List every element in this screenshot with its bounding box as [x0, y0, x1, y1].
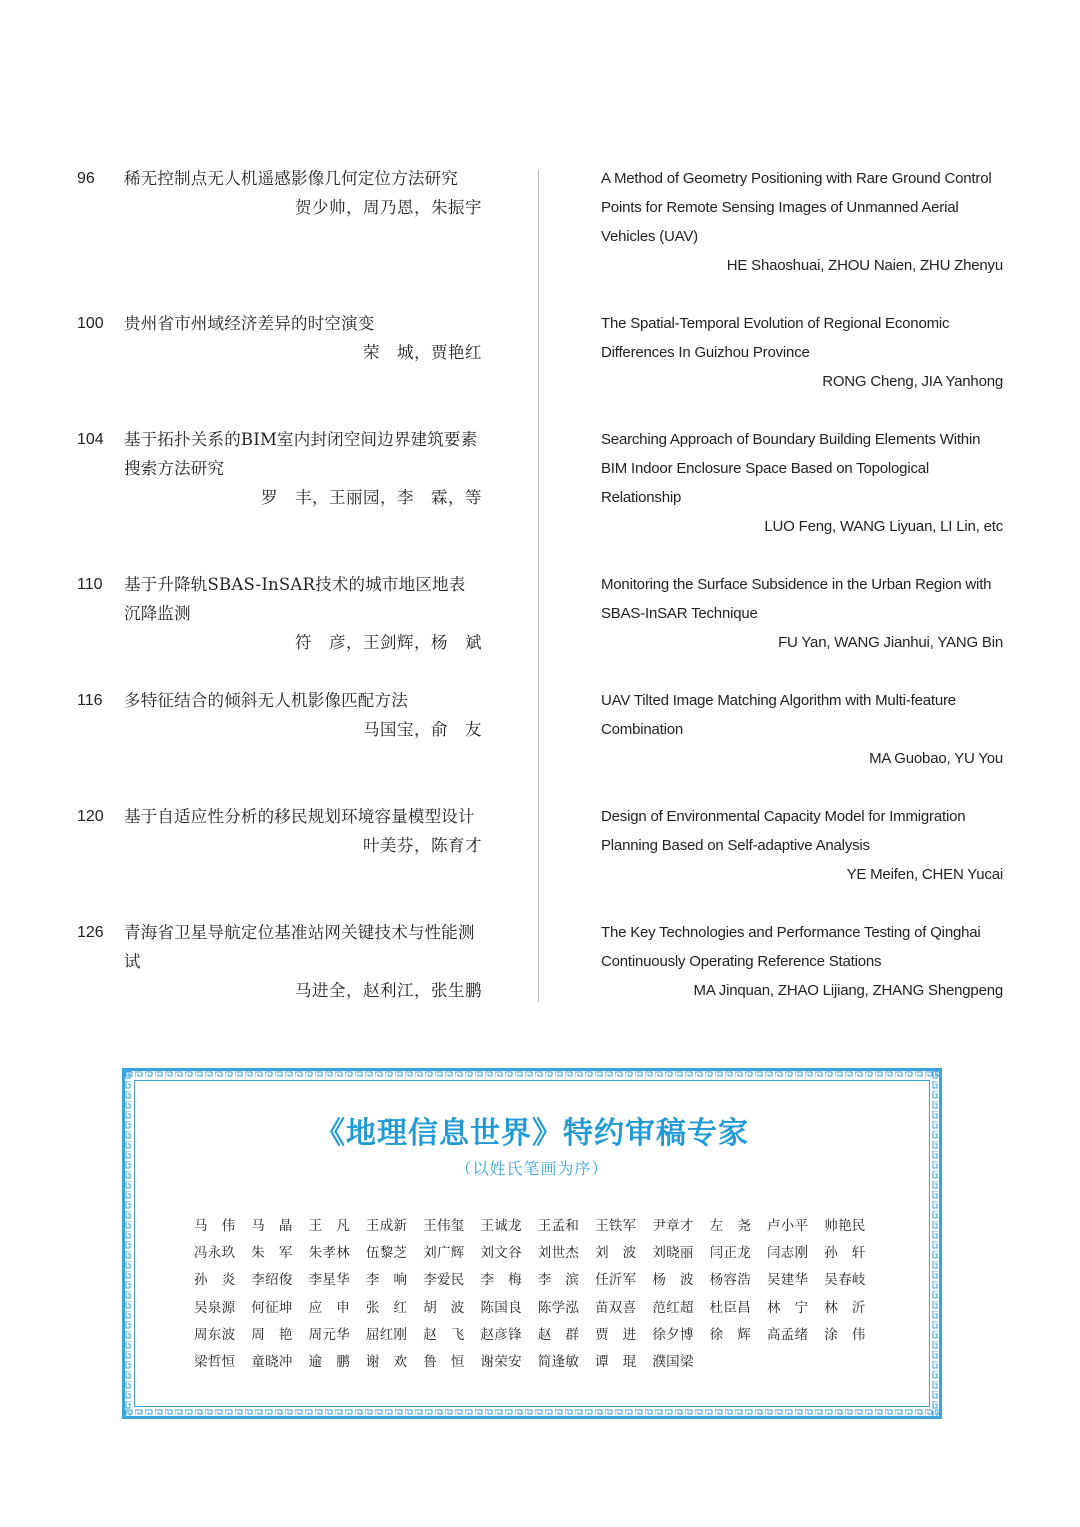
expert-name: 林 宁 — [766, 1299, 809, 1316]
page-number: 96 — [77, 170, 95, 187]
cn-article — [124, 686, 482, 744]
cn-authors: 贺少帅，周乃恩，朱振宇 — [295, 198, 482, 217]
expert-name: 王成新 — [365, 1218, 408, 1234]
expert-name: 吴建华 — [766, 1272, 809, 1289]
en-title: The Spatial-Temporal Evolution of Regional Economic Differences In Guizhou Province — [601, 315, 950, 361]
expert-name: 孙 炎 — [194, 1272, 236, 1289]
expert-name: 屈红刚 — [365, 1326, 408, 1343]
expert-name: 谢 欢 — [365, 1354, 408, 1371]
cn-article — [124, 918, 482, 1005]
expert-name: 杨 波 — [652, 1272, 694, 1289]
expert-name: 李绍俊 — [251, 1272, 293, 1289]
column-divider — [538, 170, 539, 1002]
expert-name: 马 伟 — [194, 1218, 236, 1234]
expert-name: 周元华 — [308, 1326, 350, 1343]
expert-name: 陈学泓 — [537, 1299, 580, 1316]
expert-name: 闫志刚 — [766, 1245, 809, 1262]
expert-name: 何征坤 — [251, 1299, 293, 1316]
page-number: 126 — [77, 924, 104, 941]
expert-name: 徐夕博 — [652, 1326, 694, 1343]
expert-name: 杜臣昌 — [709, 1299, 752, 1316]
en-article — [601, 686, 1003, 773]
expert-name: 李 响 — [365, 1272, 408, 1289]
cn-article — [124, 802, 482, 860]
expert-name: 高孟绪 — [766, 1326, 809, 1343]
cn-authors: 符 彦，王剑辉，杨 斌 — [295, 633, 482, 652]
en-title: UAV Tilted Image Matching Algorithm with Multi-feature Combination — [601, 692, 956, 738]
en-authors: MA Jinquan, ZHAO Lijiang, ZHANG Shengpeng — [693, 982, 1003, 999]
experts-title: 《地理信息世界》特约审稿专家 — [315, 1116, 749, 1151]
expert-name: 谭 琨 — [595, 1354, 637, 1371]
cn-article — [124, 570, 482, 657]
expert-name: 王 凡 — [308, 1218, 350, 1234]
page-number: 116 — [77, 692, 103, 709]
expert-name: 李 滨 — [537, 1272, 580, 1289]
expert-name: 王铁军 — [595, 1218, 637, 1234]
experts-subtitle: （以姓氏笔画为序） — [455, 1159, 609, 1178]
expert-name: 刘世杰 — [537, 1245, 580, 1262]
expert-name: 张 红 — [365, 1299, 408, 1316]
cn-authors: 叶美芬，陈育才 — [363, 836, 482, 855]
expert-name: 谢荣安 — [480, 1354, 522, 1371]
expert-name: 孙 轩 — [824, 1245, 866, 1262]
page-number: 100 — [77, 315, 104, 332]
en-authors: LUO Feng, WANG Liyuan, LI Lin, etc — [764, 518, 1003, 535]
en-title: Design of Environmental Capacity Model for Immigration Planning Based on Self-adaptive Analysis — [601, 808, 966, 854]
expert-name: 左 尧 — [709, 1218, 752, 1234]
expert-name: 王诚龙 — [480, 1218, 522, 1234]
cn-authors: 马国宝，俞 友 — [363, 720, 482, 739]
expert-name: 帅艳民 — [824, 1218, 866, 1234]
en-title: A Method of Geometry Positioning with Rare Ground Control Points for Remote Sensing Images of Unmanned Aerial Vehicles (UAV) — [601, 170, 992, 245]
expert-name: 赵彦锋 — [480, 1326, 522, 1343]
fret-pattern-top — [125, 1071, 939, 1078]
expert-name: 贾 进 — [595, 1326, 637, 1343]
cn-title: 基于自适应性分析的移民规划环境容量模型设计 — [124, 807, 475, 826]
expert-name: 陈国良 — [480, 1299, 522, 1316]
en-authors: FU Yan, WANG Jianhui, YANG Bin — [778, 634, 1003, 651]
cn-authors: 马进全，赵利江，张生鹏 — [295, 981, 482, 1000]
page-number: 104 — [77, 431, 104, 448]
en-article — [601, 918, 1003, 1005]
cn-article — [124, 309, 482, 367]
expert-name: 卢小平 — [766, 1218, 809, 1234]
expert-name: 胡 波 — [423, 1299, 465, 1316]
expert-name: 伍黎芝 — [365, 1245, 408, 1262]
expert-name: 刘晓丽 — [652, 1245, 694, 1262]
expert-name: 李 梅 — [480, 1272, 522, 1289]
expert-name: 周 艳 — [251, 1326, 293, 1343]
cn-title: 青海省卫星导航定位基准站网关键技术与性能测试 — [124, 923, 475, 971]
expert-name: 濮国梁 — [652, 1354, 694, 1371]
cn-title: 多特征结合的倾斜无人机影像匹配方法 — [124, 691, 408, 710]
expert-name: 范红超 — [652, 1299, 694, 1316]
expert-name: 林 沂 — [824, 1299, 866, 1316]
expert-name: 任沂军 — [595, 1272, 637, 1289]
page-number: 120 — [77, 808, 104, 825]
en-title: The Key Technologies and Performance Testing of Qinghai Continuously Operating Reference Stations — [601, 924, 981, 970]
expert-name: 吴春岐 — [824, 1272, 866, 1289]
cn-article — [124, 425, 482, 512]
expert-name: 童晓冲 — [251, 1354, 293, 1371]
en-article — [601, 802, 1003, 889]
expert-name: 朱孝林 — [308, 1245, 350, 1262]
expert-name: 刘文谷 — [480, 1245, 522, 1262]
expert-name: 吴泉源 — [194, 1299, 236, 1316]
expert-name: 李爱民 — [423, 1272, 465, 1289]
expert-name: 梁哲恒 — [194, 1354, 236, 1371]
expert-name: 王孟和 — [537, 1218, 580, 1234]
expert-name: 赵 飞 — [423, 1326, 465, 1343]
en-article — [601, 425, 1003, 541]
expert-name: 涂 伟 — [824, 1326, 866, 1343]
en-authors: MA Guobao, YU You — [869, 750, 1003, 767]
cn-title: 稀无控制点无人机遥感影像几何定位方法研究 — [124, 169, 458, 188]
cn-authors: 荣 城，贾艳红 — [363, 343, 482, 362]
expert-name: 冯永玖 — [194, 1245, 236, 1262]
cn-article — [124, 164, 482, 222]
cn-title: 基于升降轨SBAS-InSAR技术的城市地区地表沉降监测 — [124, 575, 466, 623]
fret-pattern-bottom — [125, 1409, 939, 1416]
en-title: Searching Approach of Boundary Building Elements Within BIM Indoor Enclosure Space Based on Topological Relationship — [601, 431, 981, 506]
expert-name: 朱 军 — [251, 1245, 293, 1262]
expert-name: 简逢敏 — [537, 1354, 580, 1371]
expert-name: 刘广辉 — [423, 1245, 465, 1262]
expert-name: 苗双喜 — [595, 1299, 637, 1316]
expert-name: 刘 波 — [595, 1245, 637, 1262]
experts-panel — [122, 1068, 942, 1419]
expert-names-grid — [194, 1213, 884, 1376]
en-authors: RONG Cheng, JIA Yanhong — [822, 373, 1003, 390]
en-article — [601, 309, 1003, 396]
expert-name: 王伟玺 — [423, 1218, 465, 1234]
cn-authors: 罗 丰，王丽园，李 霖，等 — [261, 488, 482, 507]
en-authors: YE Meifen, CHEN Yucai — [846, 866, 1003, 883]
en-article — [601, 570, 1003, 657]
expert-name: 李星华 — [308, 1272, 350, 1289]
expert-name: 尹章才 — [652, 1218, 694, 1234]
expert-name: 杨容浩 — [709, 1272, 752, 1289]
expert-name: 徐 辉 — [709, 1326, 752, 1343]
expert-name: 逾 鹏 — [308, 1354, 350, 1371]
expert-name: 应 申 — [308, 1299, 350, 1316]
page-number: 110 — [77, 576, 103, 593]
en-article — [601, 164, 1003, 280]
expert-name: 鲁 恒 — [423, 1354, 465, 1371]
expert-name: 赵 群 — [537, 1326, 580, 1343]
expert-name: 周东波 — [194, 1326, 236, 1343]
en-title: Monitoring the Surface Subsidence in the Urban Region with SBAS-InSAR Technique — [601, 576, 992, 622]
expert-name: 马 晶 — [251, 1218, 293, 1234]
en-authors: HE Shaoshuai, ZHOU Naien, ZHU Zhenyu — [726, 257, 1003, 274]
expert-name: 闫正龙 — [709, 1245, 752, 1262]
cn-title: 贵州省市州域经济差异的时空演变 — [124, 314, 375, 333]
cn-title: 基于拓扑关系的BIM室内封闭空间边界建筑要素搜索方法研究 — [124, 430, 478, 478]
